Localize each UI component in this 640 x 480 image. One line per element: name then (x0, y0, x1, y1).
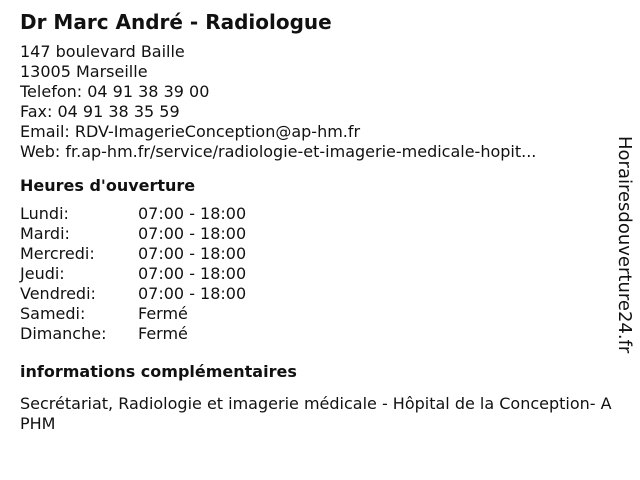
address-city: 13005 Marseille (20, 62, 148, 81)
hours-heading: Heures d'ouverture (20, 176, 196, 195)
address-street: 147 boulevard Baille (20, 42, 185, 61)
website-link[interactable]: Web: fr.ap-hm.fr/service/radiologie-et-imagerie-medicale-hopit... (20, 142, 537, 161)
day-label: Lundi: (20, 204, 69, 223)
time-value: 07:00 - 18:00 (138, 224, 247, 243)
hours-row-samedi (20, 304, 620, 324)
hours-row-vendredi (20, 284, 620, 304)
time-value: 07:00 - 18:00 (138, 244, 247, 263)
day-label: Samedi: (20, 304, 86, 323)
extra-info-text: Secrétariat, Radiologie et imagerie médicale - Hôpital de la Conception- APHM (20, 394, 612, 433)
day-label: Mardi: (20, 224, 70, 243)
time-value: 07:00 - 18:00 (138, 204, 247, 223)
day-label: Jeudi: (20, 264, 65, 283)
site-credit-text: Horairesdouverture24.fr (614, 136, 635, 354)
hours-row-dimanche (20, 324, 620, 344)
time-value: Fermé (138, 324, 188, 343)
day-label: Dimanche: (20, 324, 107, 343)
hours-row-jeudi (20, 264, 620, 284)
page-title: Dr Marc André - Radiologue (20, 10, 332, 34)
day-label: Mercredi: (20, 244, 95, 263)
time-value: 07:00 - 18:00 (138, 284, 247, 303)
time-value: Fermé (138, 304, 188, 323)
email-link[interactable]: Email: RDV-ImagerieConception@ap-hm.fr (20, 122, 361, 141)
day-label: Vendredi: (20, 284, 96, 303)
time-value: 07:00 - 18:00 (138, 264, 247, 283)
contact-block (20, 42, 620, 162)
hours-row-lundi (20, 204, 620, 224)
fax-number: Fax: 04 91 38 35 59 (20, 102, 180, 121)
phone-number: Telefon: 04 91 38 39 00 (20, 82, 210, 101)
listing-page (20, 8, 620, 434)
hours-row-mercredi (20, 244, 620, 264)
hours-row-mardi (20, 224, 620, 244)
extra-info-heading: informations complémentaires (20, 362, 297, 381)
hours-table (20, 204, 620, 344)
